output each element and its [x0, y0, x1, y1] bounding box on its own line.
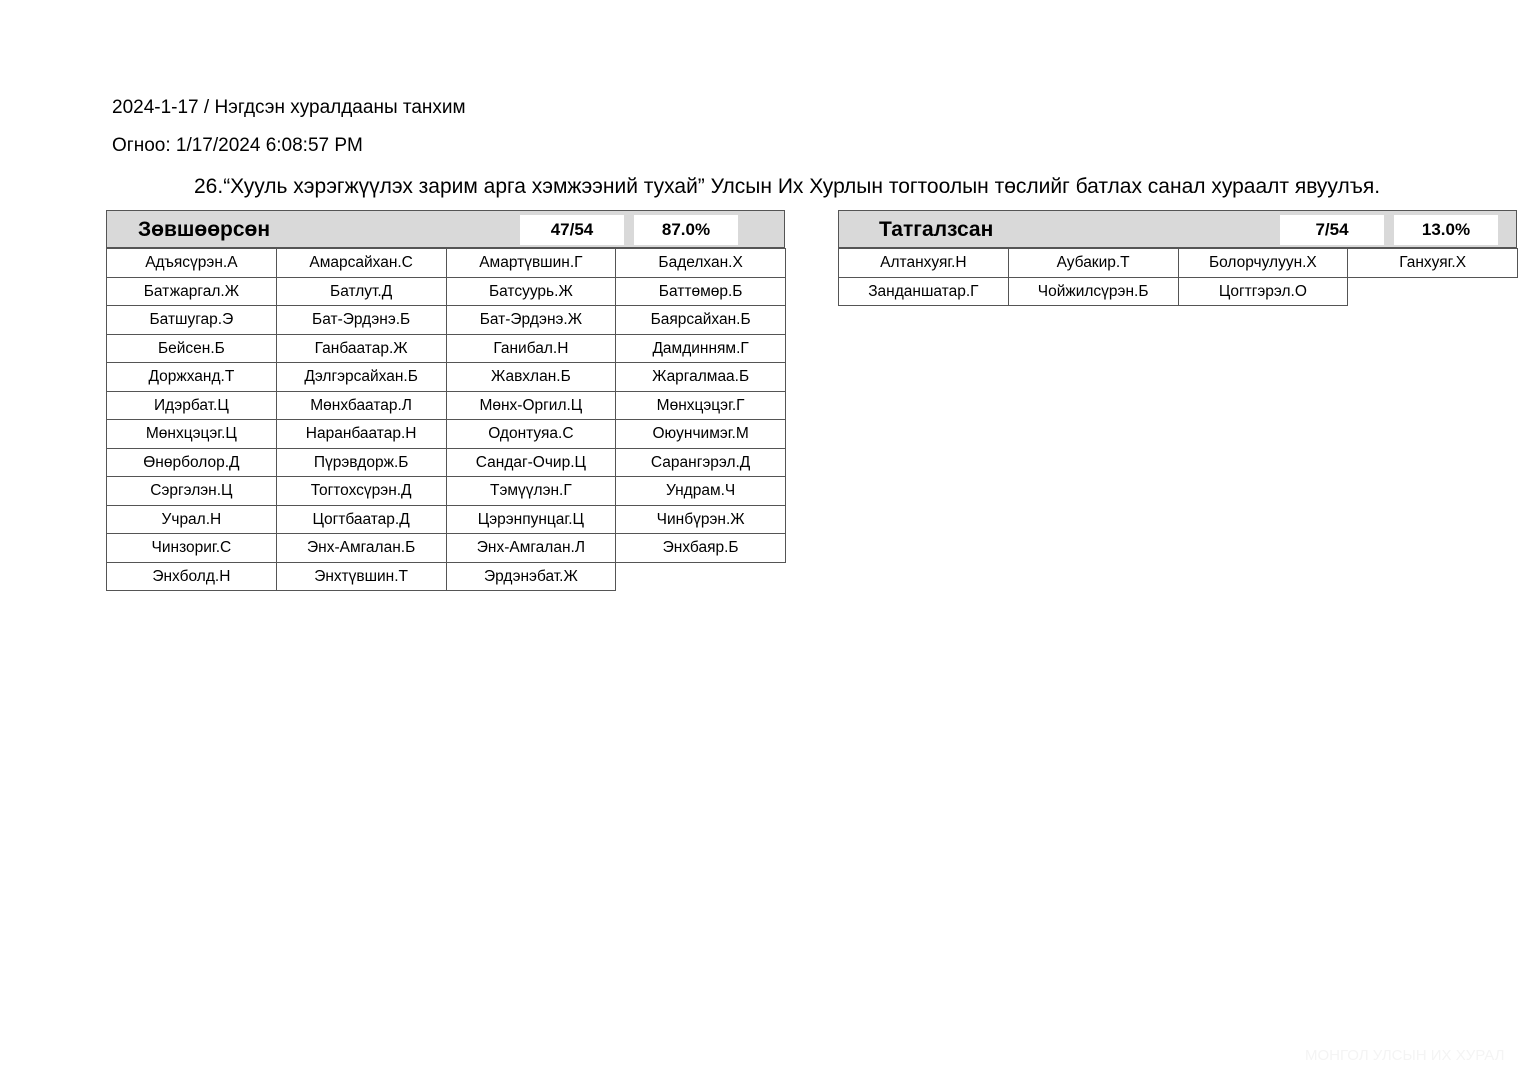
member-cell: Сандаг-Очир.Ц [446, 448, 617, 478]
member-cell: Баттөмөр.Б [615, 277, 786, 307]
session-title: 2024-1-17 / Нэгдсэн хуралдааны танхим [112, 97, 466, 118]
member-cell: Энх-Амгалан.Б [276, 533, 447, 563]
member-cell: Цогтбаатар.Д [276, 505, 447, 535]
member-cell: Энх-Амгалан.Л [446, 533, 617, 563]
member-cell: Чинбүрэн.Ж [615, 505, 786, 535]
member-cell: Бат-Эрдэнэ.Ж [446, 305, 617, 335]
approved-percent: 87.0% [634, 215, 738, 245]
member-cell: Дэлгэрсайхан.Б [276, 362, 447, 392]
member-cell: Цогтгэрэл.О [1178, 277, 1349, 307]
approved-count: 47/54 [520, 215, 624, 245]
member-cell: Мөнхбаатар.Л [276, 391, 447, 421]
member-cell: Наранбаатар.Н [276, 419, 447, 449]
member-cell: Жавхлан.Б [446, 362, 617, 392]
member-cell: Ундрам.Ч [615, 476, 786, 506]
member-cell: Батсуурь.Ж [446, 277, 617, 307]
motion-text: 26.“Хууль хэрэгжүүлэх зарим арга хэмжээний тухай” Улсын Их Хурлын тогтоолын төслийг батлах санал хураалт явуулъя. [194, 175, 1381, 198]
rejected-percent: 13.0% [1394, 215, 1498, 245]
member-cell: Бат-Эрдэнэ.Б [276, 305, 447, 335]
member-cell: Сэргэлэн.Ц [106, 476, 277, 506]
rejected-count: 7/54 [1280, 215, 1384, 245]
rejected-title: Татгалзсан [879, 218, 994, 241]
member-cell: Цэрэнпунцаг.Ц [446, 505, 617, 535]
member-cell: Баярсайхан.Б [615, 305, 786, 335]
member-cell: Учрал.Н [106, 505, 277, 535]
member-cell: Ганибал.Н [446, 334, 617, 364]
member-cell: Өнөрболор.Д [106, 448, 277, 478]
approved-panel [106, 210, 785, 590]
member-cell: Адъясүрэн.А [106, 248, 277, 278]
member-cell: Батжаргал.Ж [106, 277, 277, 307]
member-cell: Энхтүвшин.Т [276, 562, 447, 592]
member-cell: Сарангэрэл.Д [615, 448, 786, 478]
member-cell: Занданшатар.Г [838, 277, 1009, 307]
member-cell: Мөнхцэцэг.Г [615, 391, 786, 421]
approved-members-grid [106, 248, 785, 590]
member-cell: Энхболд.Н [106, 562, 277, 592]
vote-date: Огноо: 1/17/2024 6:08:57 PM [112, 135, 363, 156]
member-cell: Ганхуяг.Х [1347, 248, 1518, 278]
member-cell: Одонтуяа.С [446, 419, 617, 449]
rejected-panel [838, 210, 1517, 305]
member-cell: Оюунчимэг.М [615, 419, 786, 449]
member-cell: Бейсен.Б [106, 334, 277, 364]
member-cell: Мөнхцэцэг.Ц [106, 419, 277, 449]
member-cell: Амартүвшин.Г [446, 248, 617, 278]
member-cell: Чинзориг.С [106, 533, 277, 563]
rejected-header [838, 210, 1517, 248]
watermark: МОНГОЛ УЛСЫН ИХ ХУРАЛ [1305, 1047, 1505, 1064]
member-cell: Доржханд.Т [106, 362, 277, 392]
member-cell: Дамдинням.Г [615, 334, 786, 364]
member-cell: Жаргалмаа.Б [615, 362, 786, 392]
member-cell: Ганбаатар.Ж [276, 334, 447, 364]
member-cell: Тогтохсүрэн.Д [276, 476, 447, 506]
member-cell: Мөнх-Оргил.Ц [446, 391, 617, 421]
member-cell: Пүрэвдорж.Б [276, 448, 447, 478]
member-cell: Алтанхуяг.Н [838, 248, 1009, 278]
member-cell: Эрдэнэбат.Ж [446, 562, 617, 592]
member-cell: Болорчулуун.Х [1178, 248, 1349, 278]
member-cell: Чойжилсүрэн.Б [1008, 277, 1179, 307]
member-cell: Батлут.Д [276, 277, 447, 307]
rejected-members-grid [838, 248, 1517, 305]
approved-header [106, 210, 785, 248]
member-cell: Энхбаяр.Б [615, 533, 786, 563]
member-cell: Батшугар.Э [106, 305, 277, 335]
member-cell: Тэмүүлэн.Г [446, 476, 617, 506]
member-cell: Аубакир.Т [1008, 248, 1179, 278]
member-cell: Амарсайхан.С [276, 248, 447, 278]
member-cell: Баделхан.Х [615, 248, 786, 278]
member-cell: Идэрбат.Ц [106, 391, 277, 421]
approved-title: Зөвшөөрсөн [138, 218, 271, 241]
